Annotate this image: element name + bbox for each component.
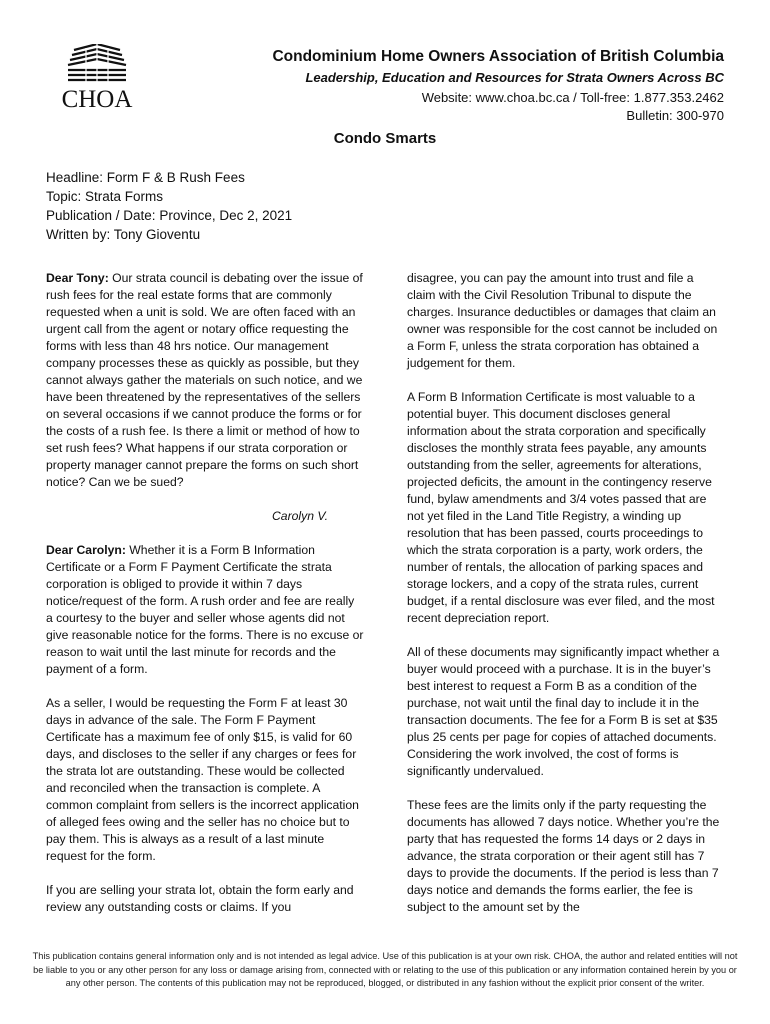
organization-name: Condominium Home Owners Association of British Columbia <box>272 48 724 65</box>
choa-logo <box>54 44 140 116</box>
logo-text: CHOA <box>61 86 133 113</box>
impact-paragraph: All of these documents may significantly impact whether a buyer would proceed with a purchase. It is in the buyer’s best interest to request a Form B as a condition of the purchase, not wait until the final day to include it in the transaction documents. The fee for a Form B is set at $35 plus 25 cents per page for copies of attached documents. Considering the work involved, the cost of forms is significantly undervalued. <box>407 645 720 778</box>
author: Written by: Tony Gioventu <box>46 227 201 242</box>
answer-text: Whether it is a Form B Information Certificate or a Form F Payment Certificate the strata corporation is obliged to provide it within 7 days notice/request of the form. A rush order and fee are really a courtesy to the buyer and seller whose agents did not give reasonable notice for the forms. There is no excuse or reason to wait until the last minute for records and the payment of a form. <box>46 543 364 676</box>
limits-paragraph: These fees are the limits only if the party requesting the documents has allowed 7 days notice. Whether you’re the party that has requested the forms 14 days or 2 days in advance, the strata corporation or their agent still has 7 days to provide the documents. If the period is less than 7 days notice and demands the forms earlier, the fee is subject to the amount set by the <box>407 798 720 914</box>
form-b-paragraph: A Form B Information Certificate is most valuable to a potential buyer. This document discloses general information about the strata corporation and specifically discloses the monthly strata fees payable, any amounts outstanding from the seller, agreements for alterations, projected deficits, the amount in the contingency reserve fund, bylaw amendments and 3/4 votes passed that are not yet filed in the Land Title Registry, a winding up resolution that has been passed, courts proceedings to which the strata corporation is a party, work orders, the number of rentals, the allocation of parking spaces and storage lockers, and a copy of the strata rules, current budget, if a rental disclosure was ever filed, and the most recent depreciation report. <box>407 390 715 625</box>
answer-paragraph <box>46 542 364 678</box>
question-salutation: Dear Tony: <box>46 271 109 285</box>
topic: Topic: Strata Forms <box>46 189 164 204</box>
legal-disclaimer: This publication contains general information only and is not intended as legal advice. Use of this publication is at your own risk. CHOA, the author and related entities will not be liable to you or any other person for any loss or damage arising from, connected with or relating to the use of this publication or any information contained herein by you or any other person. The contents of this publication may not be reproduced, blogged, or distributed in any fashion without the explicit prior consent of the writer. <box>32 951 738 988</box>
question-text: Our strata council is debating over the issue of rush fees for the real estate forms that are commonly requested when a unit is sold. We are often faced with an urgent call from the agent or notary office requesting the forms with less than 48 hrs notice. Our management company processes these as quickly as possible, but they cannot always gather the materials on such notice, and we have been threatened by the representatives of the sellers on several occasions if we cannot produce the forms or for the costs of a rush fee. Is there a limit or method of how to set rush fees? What happens if our strata corporation or property manager cannot prepare the forms on such short notice? Can we be sued? <box>46 271 363 489</box>
question-paragraph <box>46 270 364 491</box>
seller-paragraph: As a seller, I would be requesting the Form F at least 30 days in advance of the sale. The Form F Payment Certificate has a maximum fee of only $15, is valid for 60 days, and discloses to the seller if any charges or fees for the strata lot are outstanding. These would be collected and reconciled when the transaction is complete. A common complaint from sellers is the incorrect application of alleged fees owing and the seller has no choice but to pay them. This is always as a result of a last minute request for the form. <box>46 696 359 863</box>
page-title: Condo Smarts <box>333 130 437 147</box>
signature: Carolyn V. <box>272 509 328 523</box>
building-icon <box>66 44 128 84</box>
website-line: Website: www.choa.bc.ca / Toll-free: 1.877.353.2462 <box>421 90 724 105</box>
right-column <box>407 270 725 933</box>
selling-paragraph: If you are selling your strata lot, obtain the form early and review any outstanding costs or claims. If you <box>46 883 354 914</box>
left-column <box>46 270 364 933</box>
publication-date: Publication / Date: Province, Dec 2, 2021 <box>46 208 293 223</box>
headline: Headline: Form F & B Rush Fees <box>46 170 245 185</box>
tagline: Leadership, Education and Resources for Strata Owners Across BC <box>305 70 724 85</box>
answer-salutation: Dear Carolyn: <box>46 543 126 557</box>
bulletin-number: Bulletin: 300-970 <box>626 108 724 123</box>
disagree-paragraph: disagree, you can pay the amount into trust and file a claim with the Civil Resolution Tribunal to dispute the charges. Insurance deductibles or damages that claim an owner was responsible for the cost cannot be included on a Form F, unless the strata corporation has obtained a judgement for them. <box>407 271 718 370</box>
